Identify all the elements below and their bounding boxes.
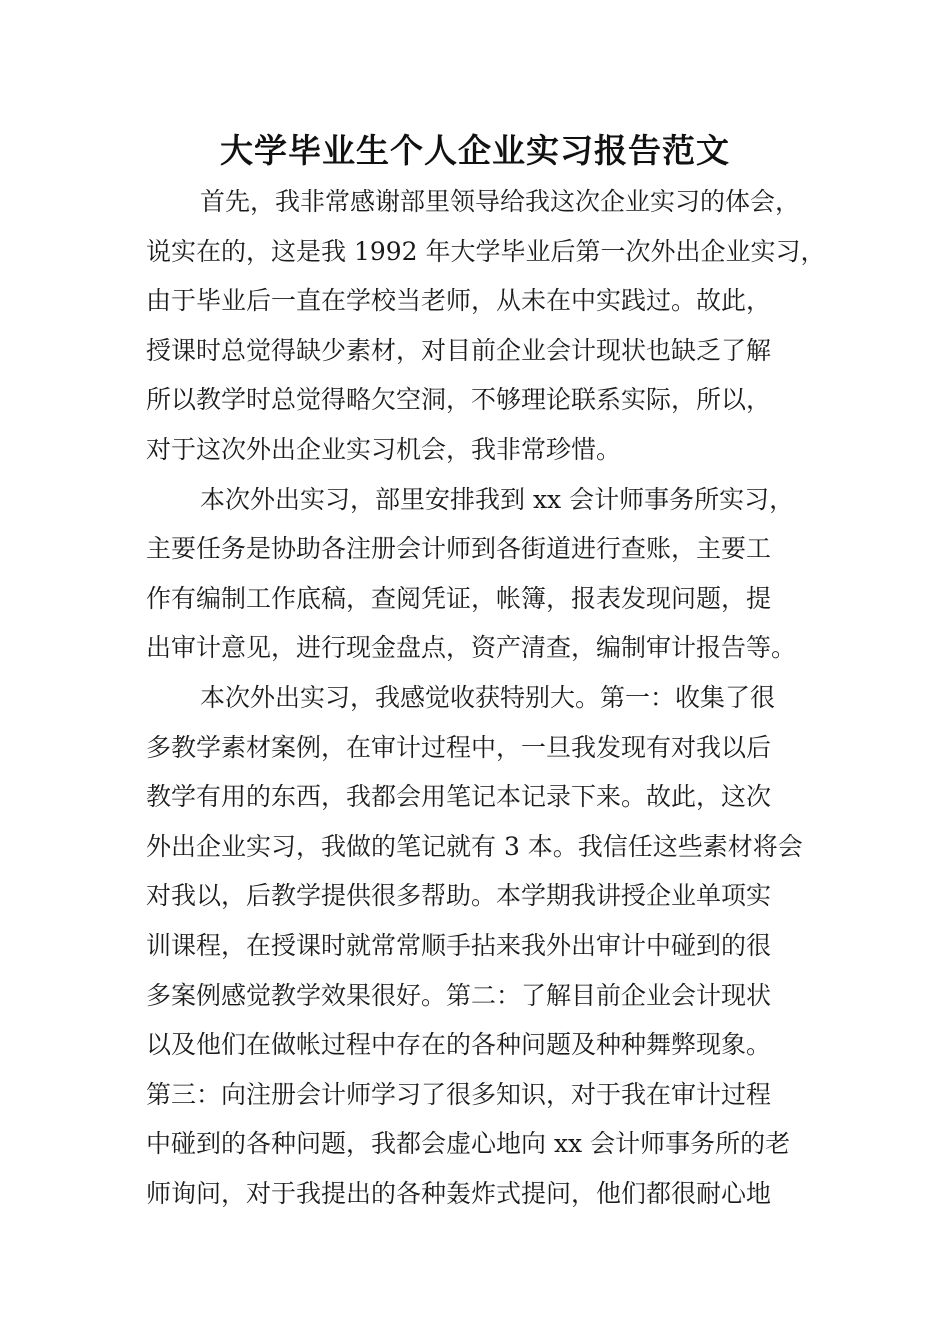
body-line: 首先，我非常感谢部里领导给我这次企业实习的体会，	[200, 187, 801, 216]
body-line: 主要任务是协助各注册会计师到各街道进行查账，主要工	[146, 534, 772, 564]
body-line: 出审计意见，进行现金盘点，资产清查，编制审计报告等。	[146, 633, 797, 663]
body-line: 训课程，在授课时就常常顺手拈来我外出审计中碰到的很	[146, 930, 772, 960]
body-line: 由于毕业后一直在学校当老师，从未在中实践过。故此，	[146, 286, 772, 316]
body-line: 外出企业实习，我做的笔记就有 3 本。我信任这些素材将会	[146, 831, 803, 861]
body-line: 所以教学时总觉得略欠空洞，不够理论联系实际，所以，	[146, 385, 772, 415]
body-line: 多案例感觉教学效果很好。第二：了解目前企业会计现状	[146, 980, 772, 1010]
body-line: 师询问，对于我提出的各种轰炸式提问，他们都很耐心地	[146, 1178, 772, 1208]
body-line: 说实在的，这是我 1992 年大学毕业后第一次外出企业实习，	[146, 236, 826, 266]
body-line: 教学有用的东西，我都会用笔记本记录下来。故此，这次	[146, 782, 772, 812]
document-title: 大学毕业生个人企业实习报告范文	[220, 131, 730, 170]
body-line: 本次外出实习，部里安排我到 xx 会计师事务所实习，	[200, 484, 795, 514]
body-line: 以及他们在做帐过程中存在的各种问题及种种舞弊现象。	[146, 1030, 772, 1060]
body-line: 中碰到的各种问题，我都会虚心地向 xx 会计师事务所的老	[146, 1129, 791, 1159]
body-line: 作有编制工作底稿，查阅凭证，帐簿，报表发现问题，提	[146, 583, 772, 613]
body-line: 多教学素材案例，在审计过程中，一旦我发现有对我以后	[146, 732, 772, 762]
body-line: 本次外出实习，我感觉收获特别大。第一：收集了很	[200, 682, 776, 712]
body-line: 第三：向注册会计师学习了很多知识，对于我在审计过程	[146, 1079, 772, 1109]
body-line: 对于这次外出企业实习机会，我非常珍惜。	[146, 434, 622, 464]
document-body	[146, 177, 826, 1218]
body-line: 对我以，后教学提供很多帮助。本学期我讲授企业单项实	[146, 881, 772, 911]
body-line: 授课时总觉得缺少素材，对目前企业会计现状也缺乏了解	[146, 335, 772, 365]
